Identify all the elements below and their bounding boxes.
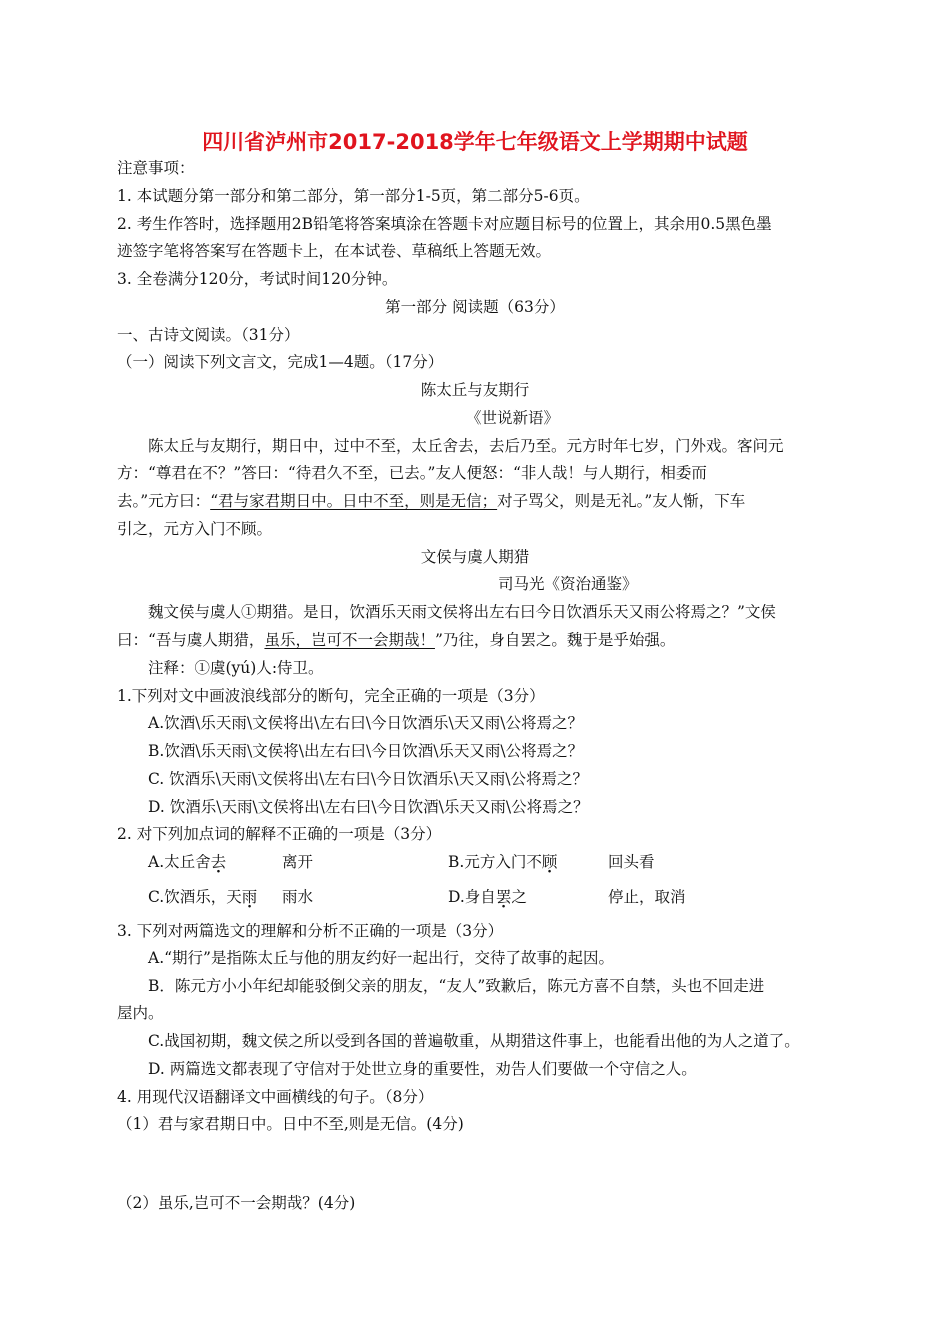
text1-line-3-end: 对子骂父，则是无礼。”友人惭，下车 [497, 492, 746, 510]
q3-option-c: C.战国初期，魏文侯之所以受到各国的普遍敬重，从期猎这件事上，也能看出他的为人之道了。 [148, 1032, 800, 1050]
exam-title: 四川省泸州市2017-2018学年七年级语文上学期期中试题 [202, 130, 748, 154]
q3-option-b-line-1: B．陈元方小小年纪却能驳倒父亲的朋友，“友人”致歉后，陈元方喜不自禁，头也不回走进 [148, 977, 765, 995]
q3-option-b-line-2: 屋内。 [117, 1004, 164, 1022]
q1-option-d: D. 饮酒乐\天雨\文侯将出\左右曰\今日饮酒\乐天又雨\公将焉之？ [148, 798, 589, 816]
q2-c-dotted-word: 雨 [241, 888, 258, 906]
q2-b-definition: 回头看 [608, 853, 655, 871]
q4-sentence-1: （1）君与家君期日中。日中不至,则是无信。(4分) [117, 1115, 464, 1133]
q2-d-dotted-word: 罢 [495, 888, 512, 906]
text1-line-2: 方：“尊君在不？”答曰：“待君久不至，已去。”友人便怒：“非人哉！与人期行，相委而 [117, 464, 707, 482]
q1-option-c: C. 饮酒乐\天雨\文侯将出\左右曰\今日饮酒乐\天又雨\公将焉之？ [148, 770, 588, 788]
underlined-sentence-2: 虽乐，岂可不一会期哉！ [264, 631, 435, 649]
q2-b-dotted-word: 顾 [541, 853, 558, 871]
q3-option-d: D. 两篇选文都表现了守信对于处世立身的重要性，劝告人们要做一个守信之人。 [148, 1060, 697, 1078]
text2-note: 注释：①虞(yú)人:侍卫。 [148, 659, 324, 677]
q2-option-c [148, 887, 257, 907]
text2-line-2-end: ”乃往，身自罢之。魏于是乎始强。 [434, 631, 676, 649]
q2-a-text: A.太丘舍 [148, 853, 211, 871]
q2-c-text: C.饮酒乐，天 [148, 888, 242, 906]
q2-d-text-end: 之 [511, 888, 527, 906]
q2-option-b [448, 852, 557, 872]
notice-item-2-line-2: 迹签字笔将答案写在答题卡上，在本试卷、草稿纸上答题无效。 [117, 242, 552, 260]
q2-d-text: D.身自 [448, 888, 496, 906]
q1-stem: 1.下列对文中画波浪线部分的断句，完全正确的一项是（3分） [117, 687, 545, 705]
q4-sentence-2: （2）虽乐,岂可不一会期哉？(4分) [117, 1194, 356, 1212]
underlined-sentence-1: “君与家君期日中。日中不至，则是无信； [210, 492, 498, 510]
text2-line-2 [117, 630, 675, 650]
notice-item-2-line-1: 2. 考生作答时，选择题用2B铅笔将答案填涂在答题卡对应题目标号的位置上，其余用0.5黑色墨 [117, 215, 772, 233]
text2-source: 司马光《资治通鉴》 [498, 575, 638, 593]
q2-a-dotted-word: 去 [210, 853, 227, 871]
text1-line-4: 引之，元方入门不顾。 [117, 520, 273, 538]
q3-stem: 3. 下列对两篇选文的理解和分析不正确的一项是（3分） [117, 922, 504, 940]
q1-option-b: B.饮酒\乐天雨\文侯将\出左右曰\今日饮酒\乐天又雨\公将焉之？ [148, 742, 584, 760]
subsection1-heading: （一）阅读下列文言文，完成1—4题。（17分） [117, 353, 444, 371]
text1-line-1: 陈太丘与友期行，期日中，过中不至，太丘舍去，去后乃至。元方时年七岁，门外戏。客问元 [148, 437, 784, 455]
q4-stem: 4. 用现代汉语翻译文中画横线的句子。（8分） [117, 1088, 434, 1106]
text1-source: 《世说新语》 [466, 409, 560, 427]
q1-option-a: A.饮酒\乐天雨\文侯将出\左右曰\今日饮酒乐\天又雨\公将焉之？ [148, 714, 583, 732]
text1-line-3-start: 去。”元方曰： [117, 492, 211, 510]
text2-line-1: 魏文侯与虞人①期猎。是日，饮酒乐天雨文侯将出左右曰今日饮酒乐天又雨公将焉之？”文侯 [148, 603, 776, 621]
notice-item-3: 3. 全卷满分120分，考试时间120分钟。 [117, 270, 398, 288]
text1-line-3 [117, 491, 745, 511]
text2-line-2-start: 曰：“吾与虞人期猎， [117, 631, 265, 649]
q2-option-d [448, 887, 527, 907]
q2-b-text: B.元方入门不 [448, 853, 542, 871]
q2-c-definition: 雨水 [282, 888, 314, 906]
q3-option-a: A.“期行”是指陈太丘与他的朋友约好一起出行，交待了故事的起因。 [148, 949, 614, 967]
notice-item-1: 1. 本试题分第一部分和第二部分，第一部分1-5页，第二部分5-6页。 [117, 187, 590, 205]
text2-title: 文侯与虞人期猎 [420, 548, 530, 566]
q2-a-definition: 离开 [282, 853, 314, 871]
section1-heading: 一、古诗文阅读。（31分） [117, 326, 300, 344]
q2-stem: 2. 对下列加点词的解释不正确的一项是（3分） [117, 825, 442, 843]
notice-heading: 注意事项： [117, 159, 195, 177]
part1-heading: 第一部分 阅读题（63分） [385, 298, 565, 316]
q2-d-definition: 停止，取消 [608, 888, 686, 906]
q2-option-a [148, 852, 226, 872]
text1-title: 陈太丘与友期行 [420, 381, 530, 399]
